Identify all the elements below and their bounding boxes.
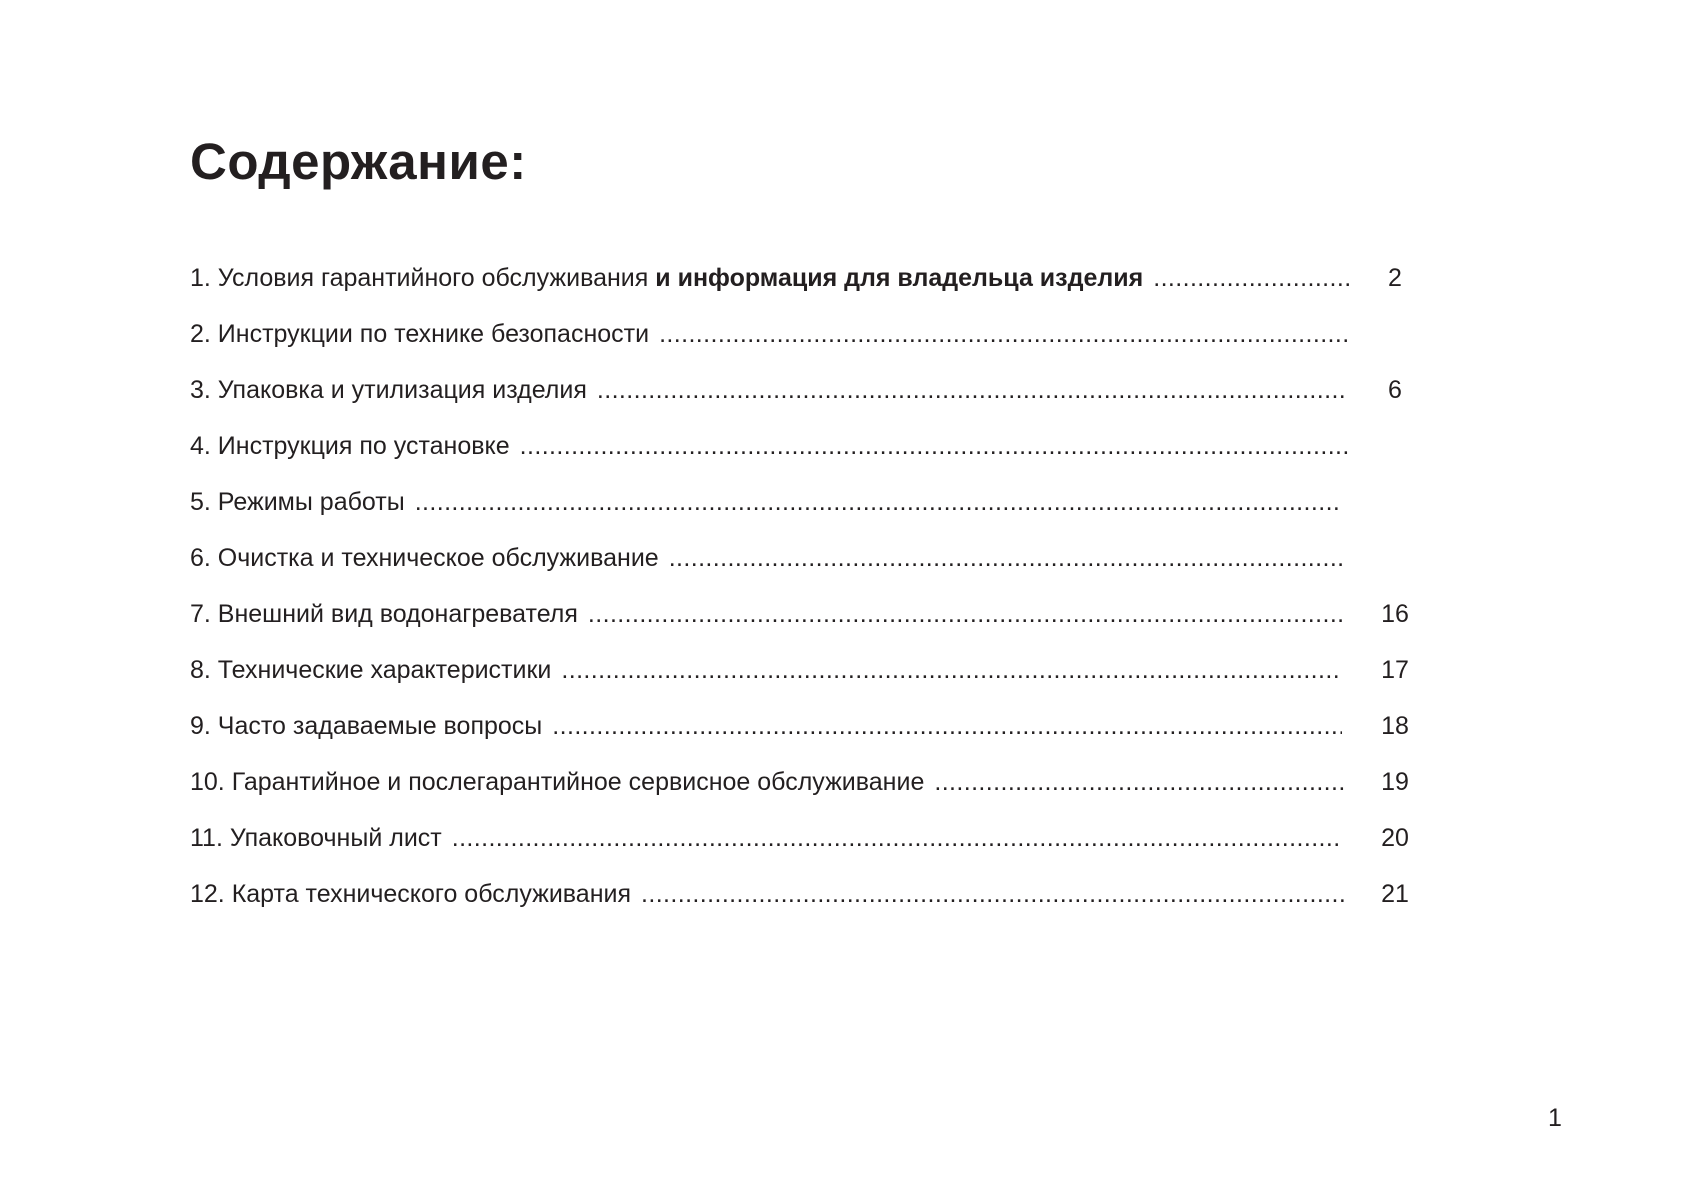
toc-entry-title: 3. Упаковка и утилизация изделия (190, 376, 587, 404)
toc-entry-4[interactable] (190, 426, 1420, 482)
toc-entry-title: 9. Часто задаваемые вопросы (190, 712, 543, 740)
toc-entry-page: 16 (1381, 600, 1409, 628)
toc-entry-10[interactable] (190, 762, 1420, 818)
dot-leader (669, 538, 1344, 578)
dot-leader (520, 426, 1348, 466)
toc-entry-title: 7. Внешний вид водонагревателя (190, 600, 578, 628)
toc-entry-title: 11. Упаковочный лист (190, 824, 442, 852)
toc-entry-6[interactable] (190, 538, 1420, 594)
toc-entry-page: 19 (1381, 768, 1409, 796)
toc-entry-title: 6. Очистка и техническое обслуживание (190, 544, 659, 572)
toc-entry-page: 21 (1381, 880, 1409, 908)
toc-entry-2[interactable] (190, 314, 1420, 370)
toc-entry-9[interactable] (190, 706, 1420, 762)
toc-entry-8[interactable] (190, 650, 1420, 706)
toc-entry-page: 2 (1388, 264, 1402, 292)
toc-entry-5[interactable] (190, 482, 1420, 538)
toc-entry-title: 5. Режимы работы (190, 488, 405, 516)
dot-leader (1153, 258, 1350, 298)
toc-entry-11[interactable] (190, 818, 1420, 874)
toc-entry-page: 20 (1381, 824, 1409, 852)
dot-leader (641, 874, 1344, 914)
page-title: Содержание: (190, 133, 527, 190)
toc-entry-page: 6 (1388, 376, 1402, 404)
toc-entry-page: 18 (1381, 712, 1409, 740)
dot-leader (452, 818, 1342, 858)
toc-entry-1[interactable] (190, 258, 1420, 314)
toc-entry-title-bold: и информация для владельца изделия (655, 264, 1144, 292)
dot-leader (415, 482, 1340, 522)
dot-leader (561, 650, 1342, 690)
toc-entry-3[interactable] (190, 370, 1420, 426)
toc-entry-12[interactable] (190, 874, 1420, 930)
toc-entry-7[interactable] (190, 594, 1420, 650)
toc-entry-title: 4. Инструкция по установке (190, 432, 510, 460)
dot-leader (659, 314, 1350, 354)
toc-entry-title: 10. Гарантийное и послегарантийное сервисное обслуживание (190, 768, 925, 796)
table-of-contents (190, 258, 1420, 930)
toc-entry-page: 17 (1381, 656, 1409, 684)
toc-entry-title: 2. Инструкции по технике безопасности (190, 320, 650, 348)
page-number: 1 (1548, 1104, 1562, 1132)
toc-entry-title: 12. Карта технического обслуживания (190, 880, 632, 908)
dot-leader (552, 706, 1342, 746)
dot-leader (588, 594, 1342, 634)
toc-entry-title: 1. Условия гарантийного обслуживания и информация для владельца изделия (190, 264, 1144, 292)
toc-entry-title: 8. Технические характеристики (190, 656, 552, 684)
dot-leader (597, 370, 1348, 410)
dot-leader (934, 762, 1344, 802)
